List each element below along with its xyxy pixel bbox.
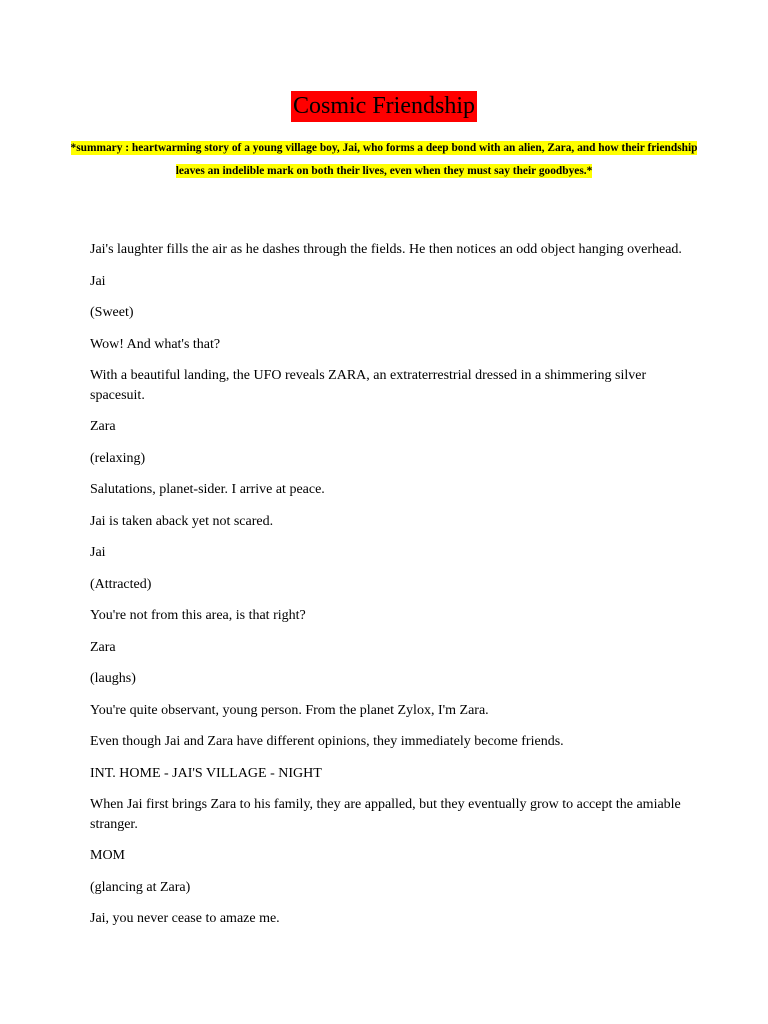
paragraph: (Sweet): [90, 305, 134, 320]
paragraph: Zara: [90, 639, 116, 655]
paragraph: With a beautiful landing, the UFO reveals ZARA, an extraterrestrial dressed in a shimmering silver spacesuit.: [90, 368, 647, 403]
paragraph: Wow! And what's that?: [90, 336, 221, 352]
summary-container: [60, 137, 708, 183]
paragraph: (Attracted): [90, 576, 152, 592]
document-title: Cosmic Friendship: [291, 91, 477, 122]
paragraph: INT. HOME - JAI'S VILLAGE - NIGHT: [90, 765, 322, 781]
paragraph: (relaxing): [90, 450, 146, 466]
paragraph: Even though Jai and Zara have different opinions, they immediately become friends.: [90, 734, 564, 749]
document-summary: *summary : heartwarming story of a young village boy, Jai, who forms a deep bond with an alien, Zara, and how their friendship leaves an indelible mark on both their lives, even when they must say their goodbyes.*: [70, 142, 698, 177]
paragraph: Jai: [90, 545, 106, 560]
paragraph: Jai's laughter fills the air as he dashes through the fields. He then notices an odd object hanging overhead.: [90, 242, 682, 257]
paragraph: You're not from this area, is that right?: [90, 608, 306, 623]
paragraph: Jai: [90, 273, 106, 289]
paragraph: Jai, you never cease to amaze me.: [90, 911, 280, 926]
script-body: [90, 240, 690, 941]
paragraph: (glancing at Zara): [90, 879, 191, 895]
paragraph: You're quite observant, young person. From the planet Zylox, I'm Zara.: [90, 702, 489, 718]
paragraph: (laughs): [90, 671, 136, 686]
paragraph: Salutations, planet-sider. I arrive at peace.: [90, 482, 325, 497]
title-container: [0, 91, 768, 122]
paragraph: Zara: [90, 419, 116, 434]
paragraph: Jai is taken aback yet not scared.: [90, 513, 274, 529]
paragraph: MOM: [90, 848, 126, 863]
paragraph: When Jai first brings Zara to his family, they are appalled, but they eventually grow to accept the amiable stranger.: [90, 797, 681, 832]
